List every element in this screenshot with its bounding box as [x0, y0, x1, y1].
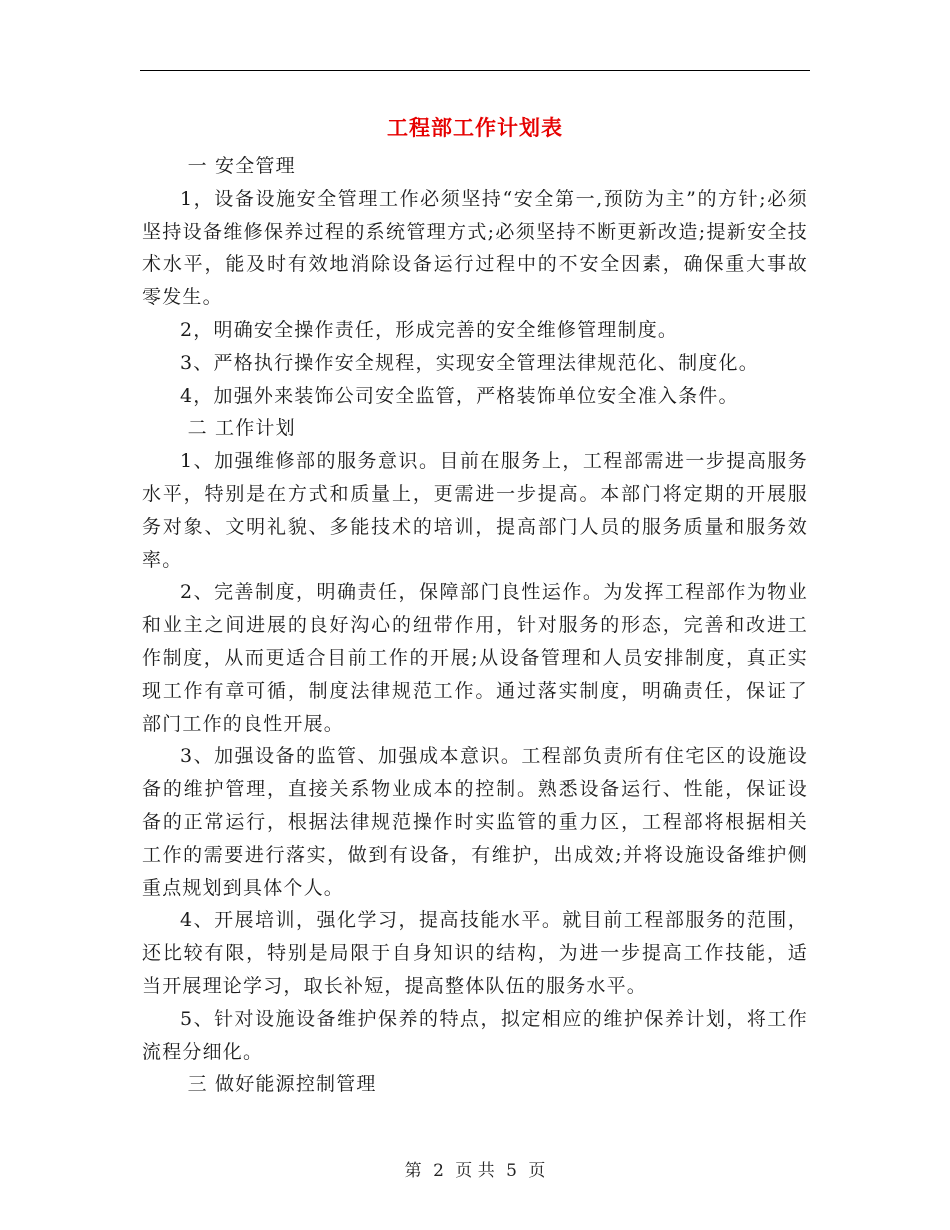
section-heading: 三 做好能源控制管理: [187, 1073, 377, 1096]
body-paragraph: 4，加强外来装饰公司安全监管，严格装饰单位安全准入条件。: [180, 384, 739, 407]
footer-prefix: 第: [404, 1161, 422, 1181]
footer-suffix: 页: [528, 1161, 546, 1181]
section-heading: 一 安全管理: [187, 155, 296, 177]
body-paragraph: 2，明确安全操作责任，形成完善的安全维修管理制度。: [180, 318, 679, 341]
page-footer: [0, 1156, 950, 1181]
body-paragraph: 3、严格执行操作安全规程，实现安全管理法律规范化、制度化。: [180, 351, 759, 374]
footer-middle: 页 共: [455, 1161, 495, 1181]
section-heading: 二 工作计划: [187, 417, 296, 440]
document-title: 工程部工作计划表: [387, 115, 563, 140]
body-paragraph: 1，设备设施安全管理工作必须坚持“安全第一,预防为主”的方针;必须坚持设备维修保养过程的系统管理方式;必须坚持不断更新改造;提新安全技术水平，能及时有效地消除设备运行过程中的不安全因素，确保重大事故零发生。: [142, 187, 808, 309]
header-rule: [140, 70, 810, 71]
body-paragraph: 1、加强维修部的服务意识。目前在服务上，工程部需进一步提高服务水平，特别是在方式和质量上，更需进一步提高。本部门将定期的开展服务对象、文明礼貌、多能技术的培训，提高部门人员的服务质量和服务效率。: [142, 450, 808, 571]
body-paragraph: 2、完善制度，明确责任，保障部门良性运作。为发挥工程部作为物业和业主之间进展的良好沟心的纽带作用，针对服务的形态，完善和改进工作制度，从而更适合目前工作的开展;从设备管理和人员安排制度，真正实现工作有章可循，制度法律规范工作。通过落实制度，明确责任，保证了部门工作的良性开展。: [142, 581, 808, 735]
footer-page-number: 2: [433, 1161, 444, 1181]
body-paragraph: 5、针对设施设备维护保养的特点，拟定相应的维护保养计划，将工作流程分细化。: [142, 1007, 808, 1063]
document-body: [142, 150, 808, 1101]
footer-total-pages: 5: [506, 1161, 517, 1181]
body-paragraph: 4、开展培训，强化学习，提高技能水平。就目前工程部服务的范围，还比较有限，特别是局限于自身知识的结构，为进一步提高工作技能，适当开展理论学习，取长补短，提高整体队伍的服务水平。: [142, 909, 808, 997]
body-paragraph: 3、加强设备的监管、加强成本意识。工程部负责所有住宅区的设施设备的维护管理，直接关系物业成本的控制。熟悉设备运行、性能，保证设备的正常运行，根据法律规范操作时实监管的重力区，工程部将根据相关工作的需要进行落实，做到有设备，有维护，出成效;并将设施设备维护侧重点规划到具体个人。: [142, 745, 808, 899]
